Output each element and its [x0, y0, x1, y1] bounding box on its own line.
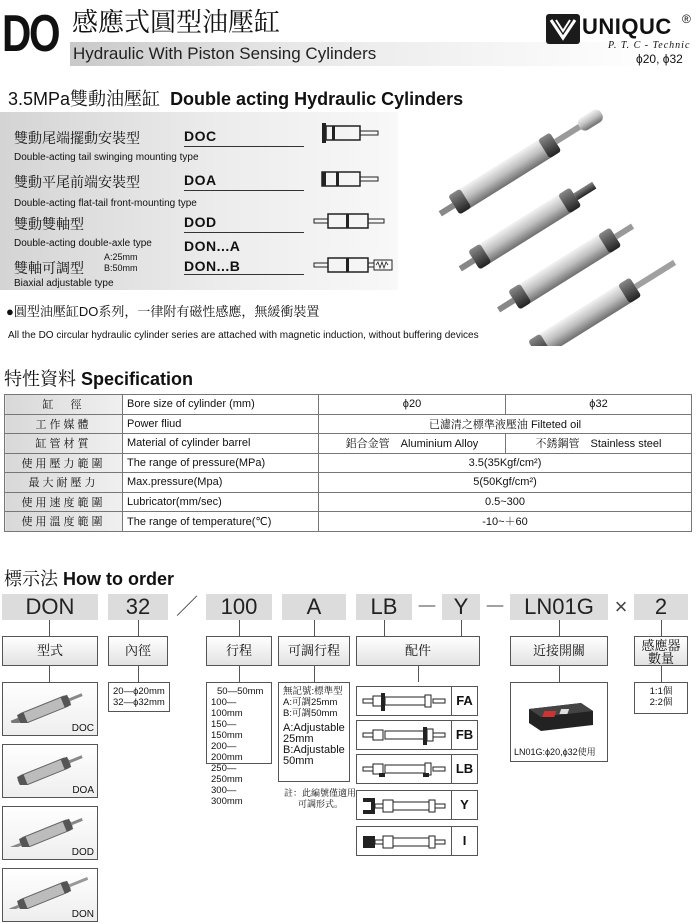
adjust-note-1: 註：此編號僅適用 [284, 788, 357, 798]
code-accessory: LB [356, 594, 412, 620]
page-header [0, 0, 700, 72]
table-row [5, 414, 692, 434]
accessory-i [356, 826, 478, 856]
list-item: 50mm [283, 755, 314, 767]
switch-box [510, 682, 608, 762]
connector [418, 666, 419, 682]
code-type: DON [2, 594, 98, 620]
list-item: A:可調25mm [283, 697, 338, 708]
type-name-zh: 雙軸可調型 [14, 260, 84, 276]
type-code: DON...A [184, 238, 241, 254]
bore-options [108, 682, 170, 712]
list-item: 1:1個 [649, 686, 673, 697]
spec-label-en: Material of cylinder barrel [123, 434, 319, 454]
spec-label-zh: 缸管材質 [5, 434, 123, 454]
accessory-code: Y [451, 791, 477, 819]
dod-diagram-icon [312, 208, 388, 234]
label-type: 型式 [2, 636, 98, 666]
label-adjust: 可調行程 [278, 636, 350, 666]
type-code: DOC [184, 128, 217, 144]
code-qty: 2 [634, 594, 688, 620]
spec-title-en: Specification [81, 369, 194, 389]
spec-label-zh: 缸 徑 [5, 395, 123, 415]
connector [49, 666, 50, 682]
y-diagram-icon [361, 795, 449, 817]
type-image-dod [2, 806, 98, 860]
code-stroke: 100 [206, 594, 272, 620]
accessory-code: FB [451, 721, 477, 749]
list-item: 100—100mm [211, 697, 243, 719]
cylinders-product-image [408, 96, 698, 346]
accessory-code: I [451, 827, 477, 855]
spec-value: 不銹鋼管 Stainless steel [506, 434, 692, 454]
code-y: Y [442, 594, 480, 620]
fa-diagram-icon [361, 693, 449, 711]
stroke-a: A:25mm [104, 252, 138, 262]
type-code: DOA [184, 172, 217, 188]
qty-options [634, 682, 688, 714]
code-slash: ／ [175, 594, 198, 619]
connector [661, 666, 662, 682]
spec-title [4, 368, 193, 390]
type-name-zh: 雙動尾端擺動安裝型 [14, 130, 140, 146]
type-image-doa [2, 744, 98, 798]
connector [49, 620, 50, 636]
accessory-lb [356, 754, 478, 784]
list-item: 200—200mm [211, 741, 243, 763]
spec-title-zh: 特性資料 [4, 369, 76, 389]
spec-label-zh: 最大耐壓力 [5, 473, 123, 493]
accessory-y [356, 790, 478, 820]
accessory-code: FA [451, 687, 477, 715]
cylinder-icon [3, 807, 97, 847]
label-accessory: 配件 [356, 636, 480, 666]
doa-diagram-icon [320, 166, 384, 192]
connector [661, 620, 662, 636]
list-item: 50—50mm [217, 686, 264, 697]
spec-label-en: Bore size of cylinder (mm) [123, 395, 319, 415]
don-diagram-icon [312, 252, 396, 278]
connector [559, 666, 560, 682]
types-panel [0, 112, 398, 290]
table-row [5, 473, 692, 493]
underline [184, 274, 304, 275]
spec-label-en: Power fliud [123, 414, 319, 434]
list-item: B:Adjustable [283, 744, 345, 756]
spec-value: ϕ20 [319, 395, 506, 415]
connector [314, 666, 315, 682]
spec-label-zh: 使用溫度範圍 [5, 512, 123, 532]
type-image-doc [2, 682, 98, 736]
spec-label-en: Lubricator(mm/sec) [123, 492, 319, 512]
i-diagram-icon [361, 831, 449, 853]
spec-label-en: The range of temperature(℃) [123, 512, 319, 532]
connector [239, 666, 240, 682]
connector [461, 620, 462, 636]
type-code: DOD [184, 214, 217, 230]
type-caption: DOA [72, 785, 94, 796]
fb-diagram-icon [361, 727, 449, 745]
list-item: 250—250mm [211, 763, 243, 785]
page-title-zh: 感應式圓型油壓缸 [72, 8, 281, 38]
type-caption: DOC [71, 723, 94, 734]
type-image-don [2, 868, 98, 922]
series-code: DO [2, 5, 59, 63]
label-qty-line2: 數量 [647, 651, 674, 666]
spec-value: 0.5~300 [319, 492, 692, 512]
accessory-fb [356, 720, 478, 750]
spec-label-en: Max.pressure(Mpa) [123, 473, 319, 493]
list-item: 32—ϕ32mm [113, 697, 165, 708]
cylinder-icon [3, 869, 97, 909]
order-title [4, 568, 174, 590]
magnetic-note-zh: ●圓型油壓缸DO系列，一律附有磁性感應，無緩衝裝置 [6, 304, 320, 319]
adjust-note-2: 可調形式。 [298, 799, 344, 809]
list-item: A:Adjustable [283, 722, 345, 734]
order-title-en: How to order [63, 569, 175, 589]
connector [239, 620, 240, 636]
connector [138, 666, 139, 682]
type-name-en: Double-acting tail swinging mounting type [14, 152, 199, 163]
bore-sizes: ϕ20, ϕ32 [636, 52, 683, 66]
code-dash: － [415, 594, 438, 619]
order-title-zh: 標示法 [4, 569, 58, 589]
underline [184, 146, 304, 147]
connector [138, 620, 139, 636]
spec-value: ϕ32 [506, 395, 692, 415]
label-bore: 內徑 [108, 636, 168, 666]
underline [184, 190, 304, 191]
code-dash: － [483, 594, 506, 619]
type-caption: DON [71, 909, 94, 920]
code-adjust: A [282, 594, 346, 620]
intro-title-en: Double acting Hydraulic Cylinders [170, 89, 464, 109]
adjust-options [278, 682, 350, 782]
brand-logo [546, 14, 696, 68]
list-item: 20—ϕ20mm [113, 686, 165, 697]
brand-registered: ® [682, 12, 691, 26]
list-item: 2:2個 [649, 697, 673, 708]
list-item: 300—300mm [211, 785, 243, 807]
proximity-switch-icon [523, 693, 599, 737]
label-stroke: 行程 [206, 636, 272, 666]
list-item: 無記號:標準型 [283, 686, 343, 697]
type-code-b: DON...B [184, 258, 241, 274]
label-qty [634, 636, 688, 666]
intro-title [8, 88, 463, 110]
type-caption: DOD [71, 847, 94, 858]
doc-diagram-icon [320, 120, 384, 146]
connector [559, 620, 560, 636]
label-qty-line1: 感應器 [641, 638, 681, 653]
brand-subtitle: P. T. C - Technic [608, 40, 691, 51]
code-switch: LN01G [510, 594, 608, 620]
spec-value: 5(50Kgf/cm²) [319, 473, 692, 493]
spec-table [4, 394, 692, 532]
spec-value: 已濾清之標準液壓油 Filteted oil [319, 414, 692, 434]
spec-label-en: The range of pressure(MPa) [123, 453, 319, 473]
magnetic-note-en: All the DO circular hydraulic cylinder series are attached with magnetic induction, without buffering devices [8, 330, 479, 341]
stroke-options [206, 682, 272, 807]
type-name-en: Double-acting flat-tail front-mounting type [14, 198, 197, 209]
logo-emblem-icon [546, 14, 580, 44]
table-row [5, 512, 692, 532]
spec-value: -10~＋60 [319, 512, 692, 532]
type-name-en: Double-acting double-axle type [14, 238, 152, 249]
list-item: 150—150mm [211, 719, 243, 741]
code-times: × [614, 594, 628, 619]
intro-title-zh: 3.5MPa雙動油壓缸 [8, 89, 161, 109]
accessory-code: LB [451, 755, 477, 783]
type-name-zh: 雙動雙軸型 [14, 216, 84, 232]
spec-label-zh: 使用速度範圍 [5, 492, 123, 512]
list-item: 25mm [283, 733, 314, 745]
table-row [5, 434, 692, 454]
page-title-en: Hydraulic With Piston Sensing Cylinders [73, 44, 377, 63]
code-bore: 32 [108, 594, 168, 620]
spec-label-zh: 使用壓力範圍 [5, 453, 123, 473]
spec-value: 鋁合金管 Aluminium Alloy [319, 434, 506, 454]
accessory-fa [356, 686, 478, 716]
label-switch: 近接開關 [510, 636, 608, 666]
table-row [5, 395, 692, 415]
type-name-zh: 雙動平尾前端安裝型 [14, 174, 140, 190]
brand-name: UNIQUC [582, 14, 672, 39]
type-name-en: Biaxial adjustable type [14, 278, 114, 289]
lb-diagram-icon [361, 759, 449, 781]
spec-label-zh: 工作媒體 [5, 414, 123, 434]
connector [314, 620, 315, 636]
table-row [5, 453, 692, 473]
connector [384, 620, 385, 636]
table-row [5, 492, 692, 512]
cylinder-icon [3, 745, 97, 785]
cylinder-icon [3, 683, 97, 723]
underline [184, 232, 304, 233]
stroke-b: B:50mm [104, 263, 138, 273]
list-item: B:可調50mm [283, 708, 338, 719]
spec-value: 3.5(35Kgf/cm²) [319, 453, 692, 473]
switch-note: LN01G:ϕ20,ϕ32使用 [514, 747, 596, 757]
